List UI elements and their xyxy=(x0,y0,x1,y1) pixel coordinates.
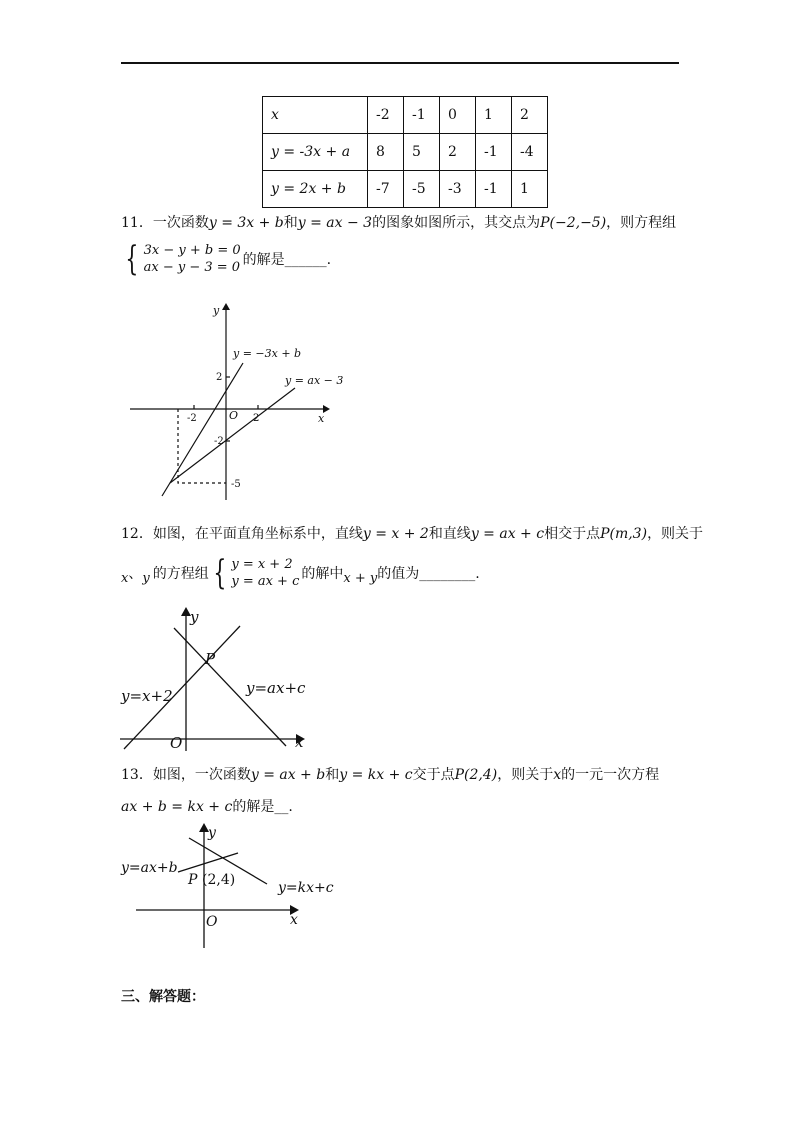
section-heading: 三、解答题： xyxy=(121,989,205,1005)
coordinate-label: (2,4) xyxy=(202,872,236,888)
q12-text-e: 的方程组 xyxy=(152,566,209,582)
q12-expr: x + y xyxy=(343,570,378,586)
q11-eq2: ax − y − 3 = 0 xyxy=(143,260,241,275)
q11-tail: 的解是______. xyxy=(242,252,332,268)
q13-graph xyxy=(118,822,333,954)
table-cell: 8 xyxy=(368,134,404,171)
x-label: x xyxy=(318,412,325,425)
q11-text-d: ，则方程组 xyxy=(606,215,677,231)
q13-text-d: ，则关于 xyxy=(497,767,554,783)
tick-label: 2 xyxy=(216,372,223,383)
x-label: x xyxy=(290,912,298,928)
q11-graph xyxy=(125,300,344,505)
table-cell: -1 xyxy=(476,171,512,208)
q12-text-b: 和直线 xyxy=(428,526,471,542)
q13-func2: y = kx + c xyxy=(339,767,413,783)
q13-equation xyxy=(121,797,293,817)
origin-label: O xyxy=(229,409,239,422)
q13-text-c: 交于点 xyxy=(412,767,455,783)
q12-sep: 、 xyxy=(128,566,143,582)
table-cell: -7 xyxy=(368,171,404,208)
x-label: x xyxy=(295,733,304,751)
q12-text xyxy=(121,524,703,544)
q11-text-c: 的图象如图所示，其交点为 xyxy=(372,215,541,231)
q12-text-f: 的解中 xyxy=(301,566,344,582)
q11-text-b: 和 xyxy=(283,215,298,231)
line-2-label: y=ax+c xyxy=(246,679,306,697)
brace-icon: { xyxy=(125,239,139,279)
table-cell: -3 xyxy=(440,171,476,208)
q12-eq2: y = ax + c xyxy=(231,574,300,589)
table-cell: -1 xyxy=(476,134,512,171)
header-rule xyxy=(121,62,679,64)
q11-func2: y = ax − 3 xyxy=(297,215,373,231)
line-y-ax-plus-b xyxy=(178,853,238,872)
arrow-up-icon xyxy=(222,303,230,310)
tick-label: -2 xyxy=(187,413,197,424)
table-cell: -1 xyxy=(404,97,440,134)
q12-graph xyxy=(118,606,313,756)
y-label: y xyxy=(190,608,199,626)
q13-func1: y = ax + b xyxy=(250,767,326,783)
q13-text-b: 和 xyxy=(325,767,340,783)
q12-point: P(m,3) xyxy=(600,526,648,542)
q12-func2: y = ax + c xyxy=(470,526,545,542)
q11-point: P(−2,−5) xyxy=(540,215,607,231)
tick-label: -5 xyxy=(231,479,241,490)
table-cell: x xyxy=(263,97,368,134)
q12-var-x: x xyxy=(121,570,129,586)
table-cell: 1 xyxy=(512,171,548,208)
q11-func1: y = 3x + b xyxy=(208,215,284,231)
q13-text-e: 的一元一次方程 xyxy=(561,767,660,783)
tick-label: 2 xyxy=(253,413,260,424)
table-row xyxy=(263,171,548,208)
table-row xyxy=(263,97,548,134)
line-1-label: y=x+2 xyxy=(121,687,173,705)
table-row xyxy=(263,134,548,171)
q11-text-a: 一次函数 xyxy=(152,215,209,231)
tick-label: -2 xyxy=(214,436,224,447)
table-cell: -2 xyxy=(368,97,404,134)
q13-var: x xyxy=(553,767,562,783)
q12-tail: 的值为________. xyxy=(377,566,480,582)
line-1-label: y=ax+b xyxy=(121,860,178,876)
q11-text xyxy=(121,213,676,233)
point-label: P xyxy=(205,650,216,668)
q13-number: 13． xyxy=(121,767,153,783)
line-2 xyxy=(170,388,295,483)
q12-equation-system xyxy=(121,553,480,593)
table-cell: 0 xyxy=(440,97,476,134)
point-label: P xyxy=(188,872,198,888)
y-label: y xyxy=(213,304,220,317)
q13-equation-text: ax + b = kx + c xyxy=(121,799,233,815)
table-cell: -4 xyxy=(512,134,548,171)
table-cell: -5 xyxy=(404,171,440,208)
q12-text-a: 如图，在平面直角坐标系中，直线 xyxy=(152,526,363,542)
table-cell: 1 xyxy=(476,97,512,134)
table-cell: y = 2x + b xyxy=(263,171,368,208)
origin-label: O xyxy=(170,734,183,752)
table-cell: 2 xyxy=(440,134,476,171)
y-label: y xyxy=(208,825,216,841)
q12-number: 12． xyxy=(121,526,153,542)
brace-icon: { xyxy=(213,553,227,593)
line-2-label: y=kx+c xyxy=(278,880,334,896)
q12-var-y: y xyxy=(142,570,150,586)
q13-text xyxy=(121,765,659,785)
q11-number: 11． xyxy=(121,215,153,231)
q13-point: P(2,4) xyxy=(454,767,498,783)
origin-label: O xyxy=(206,914,218,930)
table-cell: 2 xyxy=(512,97,548,134)
q12-text-c: 相交于点 xyxy=(544,526,601,542)
q13-text-a: 如图，一次函数 xyxy=(152,767,251,783)
q12-func1: y = x + 2 xyxy=(362,526,429,542)
q12-text-d: ，则关于 xyxy=(647,526,704,542)
table-cell: 5 xyxy=(404,134,440,171)
q12-eq1: y = x + 2 xyxy=(231,557,293,572)
line-1 xyxy=(162,363,243,496)
value-table xyxy=(262,96,548,208)
q11-eq1: 3x − y + b = 0 xyxy=(143,243,241,258)
table-cell: y = -3x + a xyxy=(263,134,368,171)
line-1-label: y = −3x + b xyxy=(233,347,302,360)
q13-tail: 的解是__. xyxy=(232,799,293,815)
line-2-label: y = ax − 3 xyxy=(285,374,344,387)
q11-equation-system xyxy=(121,239,332,279)
